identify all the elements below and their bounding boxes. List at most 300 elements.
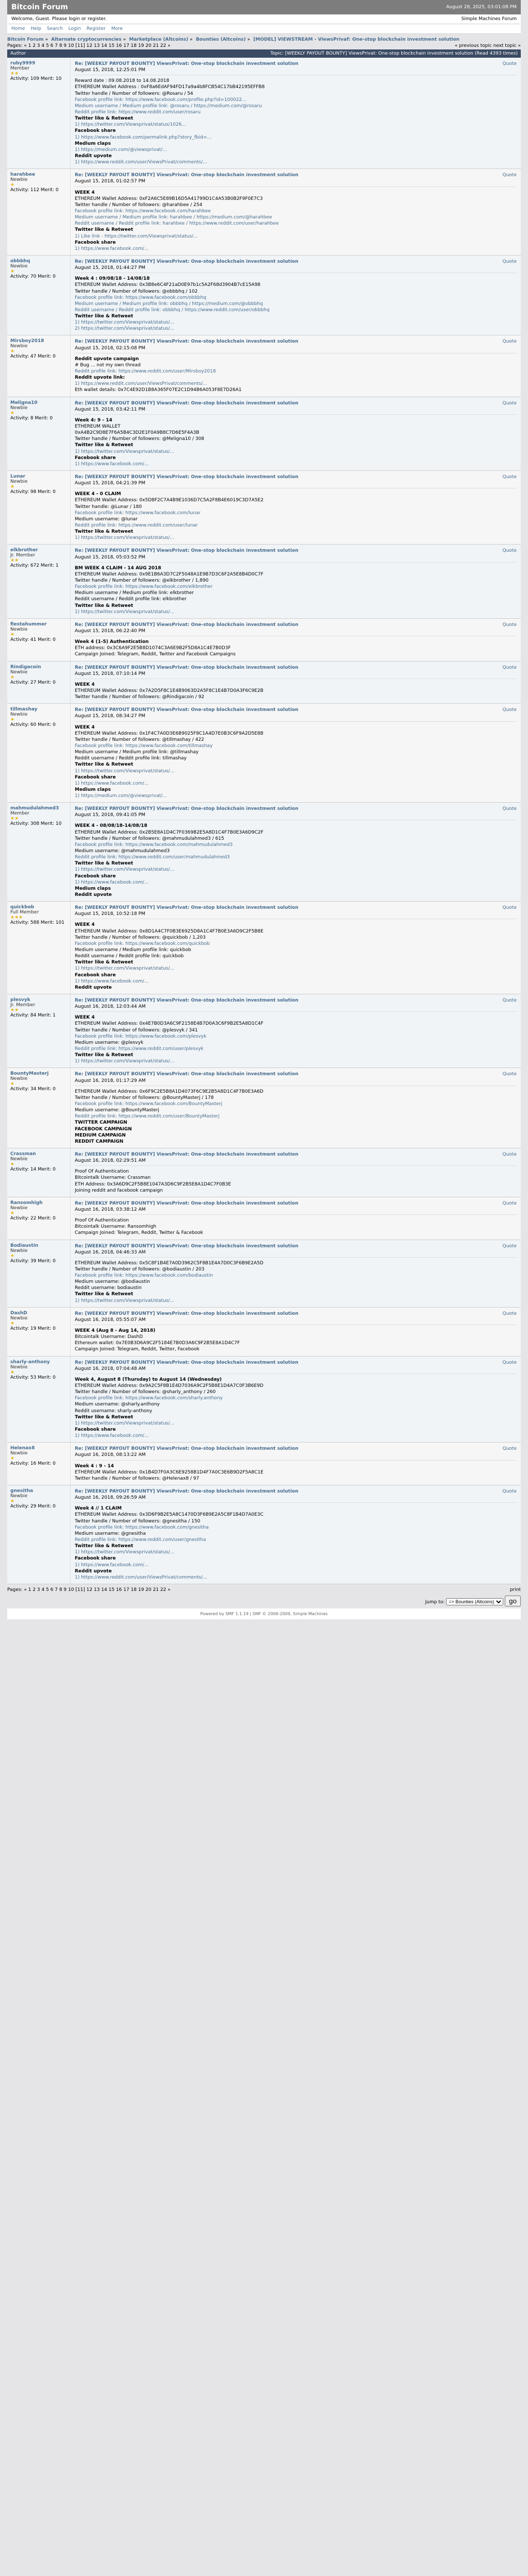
- poster-activity: Activity: 84 Merit: 1: [10, 1013, 56, 1018]
- post-line: Reward date : 09.08.2018 to 14.08.2018: [75, 78, 170, 84]
- post-line: ETHEREUM Wallet Address: 0x3B8e6C4F21aD0E97b1c5A2F68d3904B7cE15A98: [75, 282, 261, 288]
- poster-rank: Full Member: [10, 910, 39, 916]
- post-body: [71, 545, 521, 618]
- post-subject[interactable]: Re: [WEEKLY PAYOUT BOUNTY] ViewsPrivat: One-stop blockchain investment solution: [75, 548, 299, 554]
- post-line[interactable]: 1) https://twitter.com/Viewsprivat/status/...: [75, 1059, 174, 1064]
- post-line[interactable]: Facebook profile link: https://www.facebook.com/profile.php?id=100022...: [75, 97, 246, 103]
- quote-button[interactable]: Quote: [502, 1243, 517, 1249]
- rank-stars-icon: ★★: [10, 816, 19, 822]
- poster-rank: Newbie: [10, 1076, 28, 1082]
- post-date: August 16, 2018, 08:13:22 AM: [75, 1452, 146, 1458]
- post-line[interactable]: Facebook profile link: https://www.facebook.com/gnesitha: [75, 1524, 209, 1530]
- post-line[interactable]: 1) https://twitter.com/Viewsprivat/status/...: [75, 1420, 174, 1426]
- post-date: August 16, 2018, 09:26:59 AM: [75, 1495, 146, 1501]
- post-line: Reddit username / Reddit profile link: quickbob: [75, 954, 184, 959]
- post-line[interactable]: 1) https://twitter.com/Viewsprivat/status/...: [75, 320, 174, 326]
- post-line[interactable]: 1) https://twitter.com/Viewsprivat/status/...: [75, 1550, 174, 1555]
- poster-name[interactable]: mahmudulahmed3: [10, 806, 59, 811]
- poster-info: [7, 619, 71, 661]
- post-header: [75, 1360, 517, 1374]
- post-line: Week 4 : 9 - 14: [75, 1463, 114, 1469]
- post-line[interactable]: Facebook profile link: https://www.facebook.com/plesvyk: [75, 1033, 207, 1039]
- post-line: Reddit username: sharly-anthony: [75, 1408, 153, 1414]
- post-line: Campaign Joined: Telegram, Reddit, Twitter and Facebook Campaigns: [75, 652, 236, 657]
- jump-select[interactable]: [446, 1598, 503, 1605]
- post-subject[interactable]: Re: [WEEKLY PAYOUT BOUNTY] ViewsPrivat: One-stop blockchain investment solution: [75, 622, 299, 628]
- post-subject[interactable]: Re: [WEEKLY PAYOUT BOUNTY] ViewsPrivat: One-stop blockchain investment solution: [75, 806, 299, 812]
- poster-name[interactable]: obbbhq: [10, 258, 30, 264]
- post-subject[interactable]: Re: [WEEKLY PAYOUT BOUNTY] ViewsPrivat: One-stop blockchain investment solution: [75, 998, 299, 1003]
- poster-rank: Newbie: [10, 712, 28, 718]
- post-line: Campaign Joined: Telegram, Reddit, Twitter, Facebook: [75, 1347, 200, 1352]
- poster-rank: Jr. Member: [10, 553, 36, 558]
- post-line: ETHEREUM Wallet Address : 0xF8a6EdAF94FD17a9a4b8FCB54C17bB42195EFFB8: [75, 84, 265, 90]
- post-line: ETH Address: 0x3A6D9C2F5B8E1047A3D6C9F2B5E8A1D4C7F0B3E: [75, 1181, 232, 1187]
- post-line: Facebook share: [75, 972, 116, 978]
- crumb-altcoins[interactable]: Alternate cryptocurrencies: [51, 37, 122, 42]
- post-subject[interactable]: Re: [WEEKLY PAYOUT BOUNTY] ViewsPrivat: One-stop blockchain investment solution: [75, 1360, 299, 1365]
- forum-post: [7, 1485, 521, 1584]
- post-line: Twitter like & Retweet: [75, 861, 134, 867]
- rank-stars-icon: ★: [10, 268, 15, 274]
- poster-activity: Activity: 34 Merit: 0: [10, 1087, 56, 1092]
- post-line[interactable]: Medium username / Medium profile link: obbbhq / https://medium.com/@obbbhq: [75, 301, 263, 307]
- post-line: Twitter handle / Number of followers: @obbbhq / 102: [75, 289, 198, 294]
- post-line[interactable]: Facebook profile link: https://www.facebook.com/bodiaustin: [75, 1273, 213, 1279]
- poster-info: [7, 335, 71, 396]
- post-line: ETHEREUM Wallet Address: 0x8D1A4C7F0B3E6925D8A1C4F7B0E3A6D9C2F5B8E: [75, 928, 263, 934]
- post-subject[interactable]: Re: [WEEKLY PAYOUT BOUNTY] ViewsPrivat: One-stop blockchain investment solution: [75, 665, 299, 670]
- quote-button[interactable]: Quote: [502, 1360, 517, 1365]
- post-line: Twitter handle / Number of followers: @mahmudulahmed3 / 615: [75, 836, 224, 841]
- post-line[interactable]: 1) https://twitter.com/Viewsprivat/status/...: [75, 966, 174, 972]
- breadcrumb: Bitcoin Forum » Alternate cryptocurrencies » Marketplace (Altcoins) » Bounties (Altcoins) » [MODEL] VIEWSTREAM - ViewsPrivaf: One-stop blockchain investment solution: [7, 37, 460, 42]
- post-header: [75, 1311, 517, 1325]
- poster-info: [7, 902, 71, 994]
- rank-stars-icon: ★: [10, 1253, 15, 1259]
- post-line[interactable]: 1) https://medium.com/@viewsprivat/...: [75, 793, 167, 799]
- poster-name[interactable]: quickbob: [10, 905, 35, 910]
- post-line: Bitcointalk Username: Ransomhigh: [75, 1224, 157, 1230]
- post-line: Twitter like & Retweet: [75, 227, 134, 233]
- post-body: [71, 704, 521, 802]
- post-line: Reddit upvote: [75, 985, 112, 990]
- post-line[interactable]: 1) https://www.facebook.com/permalink.php?story_fbid=...: [75, 134, 211, 140]
- post-line: Medium claps: [75, 886, 111, 891]
- poster-rank: Newbie: [10, 1451, 28, 1456]
- post-line: Twitter handle / Number of followers: @Rosaru / 54: [75, 91, 193, 96]
- forum-header: [7, 0, 521, 14]
- poster-name[interactable]: Meligna10: [10, 400, 38, 405]
- topic-title: Topic: [WEEKLY PAYOUT BOUNTY] ViewsPrivat: One-stop blockchain investment solution (Read 4393 times): [270, 51, 518, 56]
- post-line: Proof Of Authentication: [75, 1218, 129, 1224]
- post-line: ETHEREUM Wallet Address: 0x9E1B6A3D7C2F5048A1E9B7D3C6F2A5E8B4D0C7F: [75, 571, 263, 577]
- post-line: Twitter handle / Number of followers: @bodiaustin / 203: [75, 1266, 205, 1272]
- post-line[interactable]: Facebook profile link: https://www.facebook.com/lunar: [75, 510, 201, 516]
- post-header: [75, 1200, 517, 1215]
- poster-rank: Member: [10, 811, 30, 817]
- post-line[interactable]: 1) https://www.facebook.com/...: [75, 1433, 149, 1439]
- post-body: [71, 1485, 521, 1584]
- post-line[interactable]: Reddit profile link: https://www.reddit.com/user/lunar: [75, 523, 198, 528]
- post-line[interactable]: Facebook profile link: https://www.facebook.com/tillmashay: [75, 743, 213, 749]
- forum-post: [7, 704, 521, 803]
- post-line[interactable]: 1) https://twitter.com/Viewsprivat/status/...: [75, 1298, 174, 1303]
- post-line: Medium username: @gnesitha: [75, 1531, 146, 1536]
- rank-stars-icon: ★: [10, 1499, 15, 1504]
- poster-rank: Newbie: [10, 177, 28, 183]
- post-line[interactable]: 1) https://www.facebook.com/...: [75, 879, 149, 885]
- post-line[interactable]: 1) https://twitter.com/Viewsprivat/status/...: [75, 535, 174, 541]
- forum-post: [7, 545, 521, 618]
- poster-activity: Activity: 16 Merit: 0: [10, 1461, 56, 1467]
- poster-rank: Newbie: [10, 669, 28, 675]
- post-subject[interactable]: Re: [WEEKLY PAYOUT BOUNTY] ViewsPrivat: One-stop blockchain investment solution: [75, 1311, 299, 1316]
- post-line: WEEK 4 (Aug 8 - Aug 14, 2018): [75, 1328, 156, 1334]
- post-line: # Bug ... not my own thread: [75, 362, 141, 368]
- post-line: Twitter handle / Number of followers: @Rindigacoin / 92: [75, 694, 205, 700]
- user-bar: [7, 14, 521, 24]
- post-line: Medium username / Medium profile link: @tillmashay: [75, 750, 199, 755]
- poster-info: [7, 662, 71, 704]
- poster-rank: Jr. Member: [10, 1003, 36, 1008]
- post-line[interactable]: 1) https://twitter.com/Viewsprivat/status/...: [75, 449, 174, 454]
- poster-name[interactable]: Helenax8: [10, 1446, 35, 1451]
- post-line: ETHEREUM Wallet Address: 0x4E7B0D3A6C9F2158E4B7D0A3C6F9B2E5A8D1C4F: [75, 1021, 263, 1027]
- forum-post: [7, 803, 521, 902]
- post-line[interactable]: Facebook profile link: https://www.facebook.com/harahbee: [75, 208, 211, 214]
- poster-activity: Activity: 8 Merit: 0: [10, 415, 53, 421]
- poster-rank: Newbie: [10, 1156, 28, 1162]
- menu-register[interactable]: Register: [86, 26, 106, 31]
- post-header: [75, 1446, 517, 1460]
- crumb-marketplace[interactable]: Marketplace (Altcoins): [129, 37, 189, 42]
- post-line: WEEK 4: [75, 724, 95, 730]
- post-header: [75, 806, 517, 820]
- post-line: Twitter handle / Number of followers: @tillmashay / 422: [75, 737, 204, 742]
- post-line: Medium claps: [75, 787, 111, 792]
- post-line[interactable]: 1) Like link - https://twitter.com/Viewsprivat/status/...: [75, 233, 198, 239]
- poster-name[interactable]: DashD: [10, 1310, 27, 1316]
- post-line[interactable]: 2) https://twitter.com/Viewsprivat/status/...: [75, 326, 174, 332]
- forum-post: [7, 169, 521, 256]
- post-line[interactable]: Facebook profile link: https://www.facebook.com/quickbob: [75, 941, 210, 946]
- quote-button[interactable]: Quote: [502, 622, 517, 628]
- poster-name[interactable]: BountyMasterj: [10, 1071, 49, 1077]
- post-line: Week 4 (1-5) Authentication: [75, 639, 149, 645]
- post-line: Twitter handle: @Lunar / 180: [75, 504, 142, 510]
- post-date: August 15, 2018, 01:44:27 PM: [75, 265, 145, 271]
- post-body: [71, 1068, 521, 1148]
- post-line: Week 4, August 8 (Thursday) to August 14 (Wednesday): [75, 1377, 222, 1382]
- poster-name[interactable]: Lunar: [10, 474, 26, 480]
- post-subject[interactable]: Re: [WEEKLY PAYOUT BOUNTY] ViewsPrivat: One-stop blockchain investment solution: [75, 1243, 299, 1249]
- post-line[interactable]: 1) https://www.facebook.com/...: [75, 1562, 149, 1568]
- poster-rank: Newbie: [10, 1248, 28, 1253]
- poster-activity: Activity: 672 Merit: 1: [10, 563, 59, 569]
- quote-button[interactable]: Quote: [502, 61, 517, 66]
- post-subject[interactable]: Re: [WEEKLY PAYOUT BOUNTY] ViewsPrivat: One-stop blockchain investment solution: [75, 1072, 299, 1077]
- poster-info: [7, 1485, 71, 1584]
- post-line: Twitter handle / Number of followers: @plesvyk / 341: [75, 1027, 198, 1033]
- post-line[interactable]: Medium username / Medium profile link: @rosaru / https://medium.com/@rosaru: [75, 103, 262, 109]
- post-line: Facebook share: [75, 1427, 116, 1433]
- poster-name[interactable]: gnesitha: [10, 1488, 34, 1494]
- forum-post: [7, 662, 521, 704]
- quote-button[interactable]: Quote: [502, 548, 517, 554]
- post-line: BM WEEK 4 CLAIM - 14 AUG 2018: [75, 565, 161, 571]
- post-line[interactable]: 1) https://www.reddit.com/user/ViewsPrivat/comments/...: [75, 1574, 207, 1580]
- go-button[interactable]: go: [505, 1596, 521, 1606]
- post-line: Facebook share: [75, 873, 116, 879]
- poster-name[interactable]: plesvyk: [10, 997, 30, 1003]
- post-line: Eth wallet details: 0x7C4E92D1B8A365F07E2C1D94B6A053F8E7D26A1: [75, 387, 242, 393]
- poster-name[interactable]: elkbrother: [10, 548, 38, 553]
- rank-stars-icon: ★: [10, 1081, 15, 1087]
- post-line: Twitter like & Retweet: [75, 1544, 134, 1549]
- post-body: [71, 803, 521, 901]
- poster-activity: Activity: 308 Merit: 10: [10, 821, 62, 827]
- post-subject[interactable]: Re: [WEEKLY PAYOUT BOUNTY] ViewsPrivat: One-stop blockchain investment solution: [75, 1200, 299, 1206]
- poster-info: [7, 994, 71, 1067]
- post-line[interactable]: Facebook profile link: https://www.facebook.com/elkbrother: [75, 584, 213, 590]
- post-header: [75, 1243, 517, 1258]
- post-line: Twitter like & Retweet: [75, 1292, 134, 1297]
- quote-button[interactable]: Quote: [502, 905, 517, 911]
- post-header: [75, 707, 517, 721]
- quote-button[interactable]: Quote: [502, 806, 517, 812]
- post-line: MEDIUM CAMPAIGN: [75, 1132, 126, 1138]
- crumb-topic[interactable]: [MODEL] VIEWSTREAM - ViewsPrivaf: One-stop blockchain investment solution: [253, 37, 460, 42]
- quote-button[interactable]: Quote: [502, 707, 517, 713]
- post-line: TWITTER CAMPAIGN: [75, 1120, 127, 1126]
- post-line[interactable]: Reddit profile link: https://www.reddit.com/user/mahmudulahmed3: [75, 855, 230, 860]
- rank-stars-icon: ★: [10, 1456, 15, 1462]
- post-body: [71, 169, 521, 255]
- menu-search[interactable]: Search: [46, 26, 63, 31]
- post-date: August 15, 2018, 08:34:27 PM: [75, 714, 145, 719]
- quote-button[interactable]: Quote: [502, 259, 517, 264]
- pagination-top: [7, 43, 521, 48]
- post-date: August 15, 2018, 05:03:52 PM: [75, 554, 145, 560]
- post-line[interactable]: 1) https://twitter.com/Viewsprivat/status/...: [75, 867, 174, 873]
- quote-button[interactable]: Quote: [502, 1311, 517, 1316]
- menu-login[interactable]: Login: [68, 26, 81, 31]
- post-line[interactable]: Reddit profile link: https://www.reddit.com/user/plesvyk: [75, 1046, 204, 1052]
- crumb-forum[interactable]: Bitcoin Forum: [7, 37, 44, 42]
- poster-name[interactable]: Crassman: [10, 1151, 36, 1157]
- menu-home[interactable]: Home: [11, 26, 25, 31]
- post-line[interactable]: 1) https://twitter.com/Viewsprivat/status/1026...: [75, 122, 186, 128]
- post-line[interactable]: Facebook profile link: https://www.facebook.com/mahmudulahmed3: [75, 842, 233, 848]
- poster-info: [7, 58, 71, 168]
- post-header: [75, 474, 517, 488]
- post-line: Week 4: 9 - 14: [75, 417, 112, 423]
- poster-rank: Newbie: [10, 1315, 28, 1321]
- post-line[interactable]: 1) https://www.facebook.com/...: [75, 246, 149, 251]
- post-line[interactable]: 1) https://www.facebook.com/...: [75, 461, 149, 467]
- post-body: [71, 662, 521, 704]
- post-header: [75, 905, 517, 919]
- forum-post: [7, 1357, 521, 1443]
- post-line[interactable]: 1) https://www.reddit.com/user/ViewsPrivat/comments/...: [75, 160, 207, 165]
- post-subject[interactable]: Re: [WEEKLY PAYOUT BOUNTY] ViewsPrivat: One-stop blockchain investment solution: [75, 707, 299, 713]
- post-line: Twitter handle / Number of followers: @harahbee / 254: [75, 202, 203, 208]
- forum-post: [7, 471, 521, 545]
- post-line: Twitter handle / Number of followers: @BountyMasterj / 178: [75, 1095, 214, 1100]
- post-line: ETHEREUM Wallet Address: 0xF2A6C5E89B16D5A41799D1C4A53B0B2F9F0E7C3: [75, 196, 263, 201]
- post-line[interactable]: Reddit username / Reddit profile link: obbbhq / https://www.reddit.com/user/obbbhq: [75, 307, 270, 313]
- quote-button[interactable]: Quote: [502, 1072, 517, 1077]
- rank-stars-icon: ★: [10, 484, 15, 490]
- quote-button[interactable]: Quote: [502, 474, 517, 480]
- pages-links-bottom[interactable]: Pages: « 1 2 3 4 5 6 7 8 9 10 [11] 12 13 14 15 16 17 18 19 20 21 22 »: [7, 1587, 171, 1592]
- poster-activity: Activity: 27 Merit: 0: [10, 680, 56, 685]
- post-line: Facebook share: [75, 128, 116, 134]
- poster-rank: Member: [10, 66, 30, 71]
- rank-stars-icon: ★: [10, 1320, 15, 1326]
- poster-name[interactable]: harahbee: [10, 172, 36, 178]
- forum-post: [7, 335, 521, 397]
- rank-stars-icon: ★: [10, 717, 15, 723]
- quote-button[interactable]: Quote: [502, 1489, 517, 1494]
- post-line: Reddit username: bodiaustin: [75, 1285, 142, 1291]
- poster-name[interactable]: ruby9999: [10, 61, 36, 66]
- quote-button[interactable]: Quote: [502, 1151, 517, 1157]
- post-line: Week 4 // 1 CLAIM: [75, 1506, 122, 1512]
- post-line[interactable]: Reddit profile link: https://www.reddit.com/user/BountyMasterj: [75, 1114, 220, 1120]
- post-body: [71, 1308, 521, 1356]
- post-line[interactable]: 1) https://www.facebook.com/...: [75, 781, 149, 786]
- rank-stars-icon: ★: [10, 674, 15, 680]
- quote-button[interactable]: Quote: [502, 1446, 517, 1452]
- post-header: [75, 1071, 517, 1086]
- post-line[interactable]: Reddit profile link: https://www.reddit.com/user/Mirsboy2018: [75, 369, 216, 375]
- post-line[interactable]: 1) https://twitter.com/Viewsprivat/status/...: [75, 768, 174, 774]
- poster-name[interactable]: fiestahummer: [10, 621, 47, 627]
- poster-activity: Activity: 41 Merit: 0: [10, 637, 56, 642]
- menu-more[interactable]: More: [111, 26, 123, 31]
- post-line: Twitter handle / Number of followers: @sharly_anthony / 260: [75, 1389, 216, 1395]
- post-line[interactable]: Reddit profile link: https://www.reddit.com/user/gnesitha: [75, 1537, 206, 1543]
- print-link[interactable]: print: [509, 1587, 521, 1592]
- rank-stars-icon: ★: [10, 349, 15, 354]
- post-line: Facebook share: [75, 240, 116, 245]
- post-line[interactable]: Facebook profile link: https://www.facebook.com/sharly.anthony: [75, 1396, 223, 1401]
- pages-links[interactable]: Pages: « 1 2 3 4 5 6 7 8 9 10 [11] 12 13 14 15 16 17 18 19 20 21 22 »: [7, 43, 171, 48]
- quote-button[interactable]: Quote: [502, 1200, 517, 1206]
- post-line: WEEK 4 - 0 CLAIM: [75, 492, 121, 497]
- post-line: ETHEREUM Wallet Address: 0x1B4D7F0A3C6E9258B1D4F7A0C3E6B9D2F5A8C1E: [75, 1469, 263, 1475]
- post-line: ETHEREUM Wallet Address: 0x2B5E8A1D4C7F0369B2E5A8D1C4F7B0E3A6D9C2F: [75, 829, 263, 835]
- post-date: August 15, 2018, 03:42:11 PM: [75, 406, 145, 412]
- post-body: [71, 902, 521, 994]
- post-header: [75, 622, 517, 636]
- post-subject[interactable]: Re: [WEEKLY PAYOUT BOUNTY] ViewsPrivat: One-stop blockchain investment solution: [75, 61, 299, 66]
- post-line: Medium username / Medium profile link: quickbob: [75, 947, 191, 953]
- post-header: [75, 338, 517, 353]
- quote-button[interactable]: Quote: [502, 173, 517, 178]
- welcome-text: Welcome, Guest. Please login or register.: [11, 16, 107, 22]
- rank-stars-icon: ★★: [10, 71, 19, 76]
- rank-stars-icon: ★: [10, 182, 15, 188]
- forum-post: [7, 1240, 521, 1308]
- post-subject[interactable]: Re: [WEEKLY PAYOUT BOUNTY] ViewsPrivat: One-stop blockchain investment solution: [75, 173, 299, 178]
- post-line: FACEBOOK CAMPAIGN: [75, 1126, 132, 1132]
- poster-name[interactable]: tillmashay: [10, 707, 38, 713]
- post-subject[interactable]: Re: [WEEKLY PAYOUT BOUNTY] ViewsPrivat: One-stop blockchain investment solution: [75, 905, 299, 911]
- topic-nav[interactable]: « previous topic next topic »: [454, 43, 521, 48]
- forum-logo[interactable]: Bitcoin Forum: [11, 3, 68, 11]
- post-line: Facebook share: [75, 1556, 116, 1562]
- post-subject[interactable]: Re: [WEEKLY PAYOUT BOUNTY] ViewsPrivat: One-stop blockchain investment solution: [75, 339, 299, 345]
- post-line[interactable]: Facebook profile link: https://www.facebook.com/BountyMasterj: [75, 1101, 223, 1107]
- poster-activity: Activity: 19 Merit: 0: [10, 1326, 56, 1331]
- poster-name[interactable]: Ransomhigh: [10, 1200, 43, 1206]
- poster-rank: Newbie: [10, 479, 28, 485]
- post-line: Reddit upvote link:: [75, 375, 125, 381]
- crumb-bounties[interactable]: Bounties (Altcoins): [195, 37, 246, 42]
- post-header: [75, 259, 517, 273]
- quote-button[interactable]: Quote: [502, 400, 517, 406]
- post-subject[interactable]: Re: [WEEKLY PAYOUT BOUNTY] ViewsPrivat: One-stop blockchain investment solution: [75, 1151, 299, 1157]
- post-line: ETHEREUM Wallet Address: 0x1F4C7A0D3E6B9025F8C1A4D7E0B3C6F9A2D5E8B: [75, 731, 263, 736]
- post-line[interactable]: 1) https://medium.com/@viewsprivat/...: [75, 147, 167, 152]
- post-line: Medium username: @plesvyk: [75, 1040, 144, 1045]
- quote-button[interactable]: Quote: [502, 339, 517, 345]
- post-line: Bitcointalk Username: DashD: [75, 1334, 143, 1340]
- post-line: WEEK 4: [75, 190, 95, 195]
- post-line[interactable]: 1) https://twitter.com/Viewsprivat/status/...: [75, 609, 174, 615]
- post-line: WEEK 4: [75, 682, 95, 687]
- quote-button[interactable]: Quote: [502, 998, 517, 1003]
- forum-post: [7, 256, 521, 336]
- post-line: ETHEREUM Wallet Address: 0x5D8F2C7A4B9E1036D7C5A2F8B4E6019C3D7A5E2: [75, 498, 263, 503]
- poster-name[interactable]: Bodiaustin: [10, 1243, 39, 1248]
- post-line[interactable]: Reddit username / Reddit profile link: harahbee / https://www.reddit.com/user/harahbee: [75, 221, 279, 227]
- poster-info: [7, 1148, 71, 1197]
- forum-post: [7, 1443, 521, 1485]
- post-line[interactable]: Medium username / Medium profile link: harahbee / https://medium.com/@harahbee: [75, 215, 272, 221]
- poster-name[interactable]: sharly-anthony: [10, 1359, 50, 1365]
- post-subject[interactable]: Re: [WEEKLY PAYOUT BOUNTY] ViewsPrivat: One-stop blockchain investment solution: [75, 1446, 299, 1452]
- menu-help[interactable]: Help: [30, 26, 41, 31]
- post-line[interactable]: Facebook profile link: https://www.facebook.com/obbbhq: [75, 295, 206, 300]
- post-line: Medium username / Medium profile link: elkbrother: [75, 590, 194, 596]
- forum-post: [7, 58, 521, 169]
- post-date: August 15, 2018, 10:52:18 PM: [75, 911, 145, 917]
- forum-post: [7, 1197, 521, 1240]
- poster-info: [7, 397, 71, 470]
- post-line: ETHEREUM WALLET: [75, 424, 121, 430]
- post-subject[interactable]: Re: [WEEKLY PAYOUT BOUNTY] ViewsPrivat: One-stop blockchain investment solution: [75, 259, 299, 264]
- post-subject[interactable]: Re: [WEEKLY PAYOUT BOUNTY] ViewsPrivat: One-stop blockchain investment solution: [75, 1489, 299, 1494]
- post-line: Twitter like & Retweet: [75, 443, 134, 448]
- post-body: [71, 58, 521, 168]
- post-line[interactable]: Reddit profile link: https://www.reddit.com/user/rosaru: [75, 109, 201, 115]
- post-line[interactable]: 1) https://www.reddit.com/user/ViewsPrivat/comments/...: [75, 381, 207, 387]
- post-line[interactable]: 1) https://www.facebook.com/...: [75, 978, 149, 984]
- post-subject[interactable]: Re: [WEEKLY PAYOUT BOUNTY] ViewsPrivat: One-stop blockchain investment solution: [75, 474, 299, 480]
- post-subject[interactable]: Re: [WEEKLY PAYOUT BOUNTY] ViewsPrivat: One-stop blockchain investment solution: [75, 400, 299, 406]
- post-body: [71, 619, 521, 661]
- quote-button[interactable]: Quote: [502, 665, 517, 670]
- poster-name[interactable]: Mirsboy2018: [10, 338, 44, 344]
- post-line: ETHEREUM Wallet Address: 0x3D6F9B2E5A8C1470D3F6B9E2A5C8F1B4D7A0E3C: [75, 1512, 263, 1518]
- post-line: Medium username: @sharly.anthony: [75, 1402, 160, 1408]
- post-body: [71, 1197, 521, 1240]
- poster-name[interactable]: Rindigacoin: [10, 664, 41, 670]
